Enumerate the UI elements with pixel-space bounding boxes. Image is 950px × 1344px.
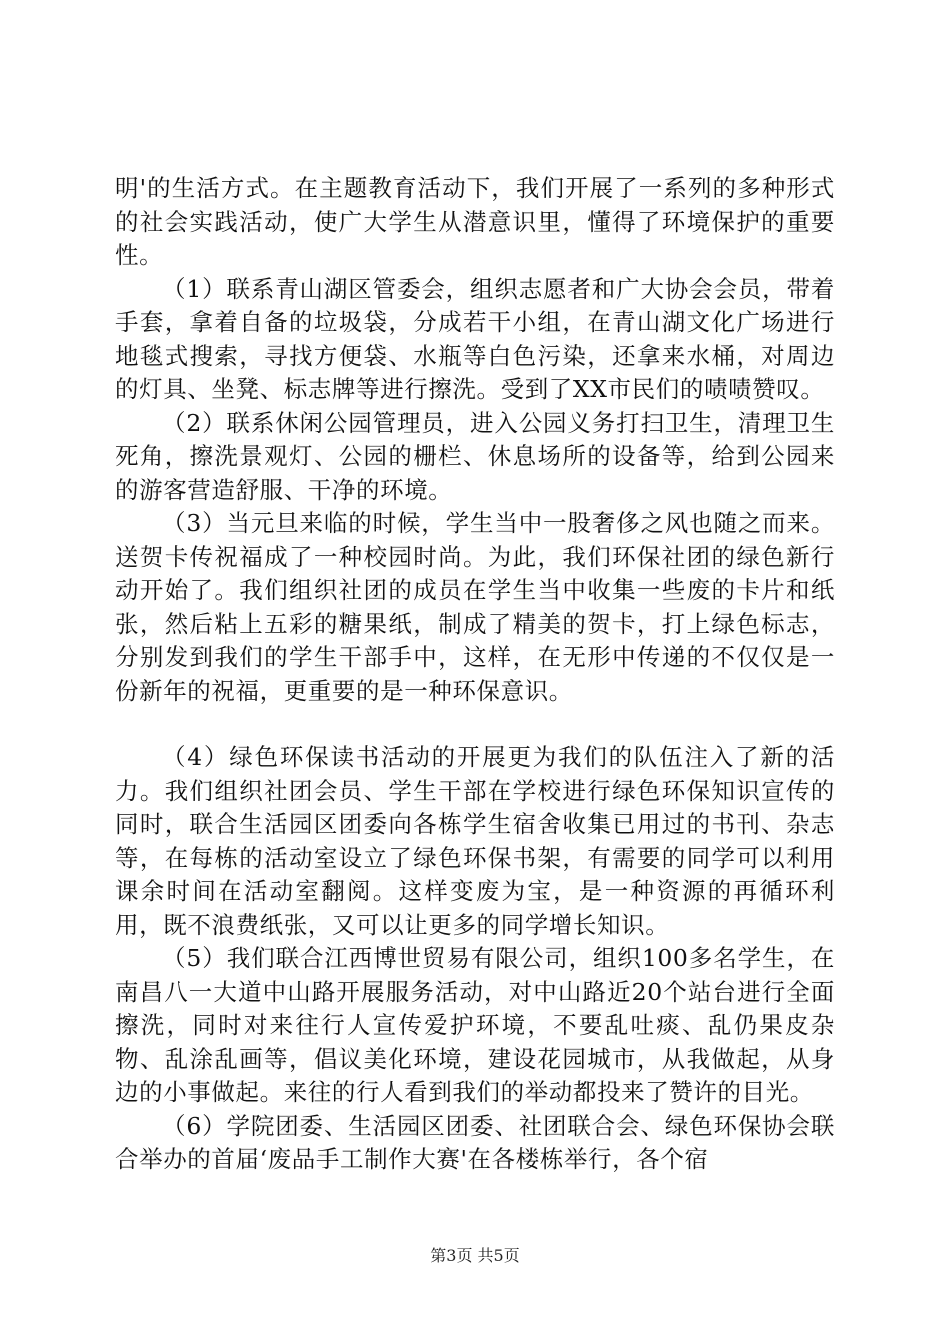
paragraph-item-1: （1）联系青山湖区管委会，组织志愿者和广大协会会员，带着手套，拿着自备的垃圾袋，分成若干小组，在青山湖文化广场进行地毯式搜索，寻找方便袋、水瓶等白色污染，还拿来水桶，对周边的灯具、坐凳、标志牌等进行擦洗。受到了XX市民们的啧啧赞叹。 [115, 274, 835, 403]
paragraph-item-3: （3）当元旦来临的时候，学生当中一股奢侈之风也随之而来。送贺卡传祝福成了一种校园时尚。为此，我们环保社团的绿色新行动开始了。我们组织社团的成员在学生当中收集一些废的卡片和纸张，然后粘上五彩的糖果纸，制成了精美的贺卡，打上绿色标志，分别发到我们的学生干部手中，这样，在无形中传递的不仅仅是一份新年的祝福，更重要的是一种环保意识。 [115, 509, 835, 705]
paragraph-item-4: （4）绿色环保读书活动的开展更为我们的队伍注入了新的活力。我们组织社团会员、学生干部在学校进行绿色环保知识宣传的同时，联合生活园区团委向各栋学生宿舍收集已用过的书刊、杂志等，在每栋的活动室设立了绿色环保书架，有需要的同学可以利用课余时间在活动室翻阅。这样变废为宝，是一种资源的再循环利用，既不浪费纸张，又可以让更多的同学增长知识。 [115, 743, 835, 939]
paragraph-item-5: （5）我们联合江西博世贸易有限公司，组织100多名学生，在南昌八一大道中山路开展服务活动，对中山路近20个站台进行全面擦洗，同时对来往行人宣传爱护环境，不要乱吐痰、乱仍果皮杂物、乱涂乱画等，倡议美化环境，建设花园城市，从我做起，从身边的小事做起。来往的行人看到我们的举动都投来了赞许的目光。 [115, 944, 835, 1106]
paragraph-item-2: （2）联系休闲公园管理员，进入公园义务打扫卫生，清理卫生死角，擦洗景观灯、公园的栅栏、休息场所的设备等，给到公园来的游客营造舒服、干净的环境。 [115, 408, 835, 504]
paragraph-item-6: （6）学院团委、生活园区团委、社团联合会、绿色环保协会联合举办的首届‘废品手工制作大赛'在各楼栋举行，各个宿 [115, 1111, 835, 1173]
document-body [115, 172, 835, 1177]
page-number-footer: 第3页 共5页 [430, 1246, 520, 1265]
paragraph-continuation: 明'的生活方式。在主题教育活动下，我们开展了一系列的多种形式的社会实践活动，使广大学生从潜意识里，懂得了环境保护的重要性。 [115, 174, 835, 269]
